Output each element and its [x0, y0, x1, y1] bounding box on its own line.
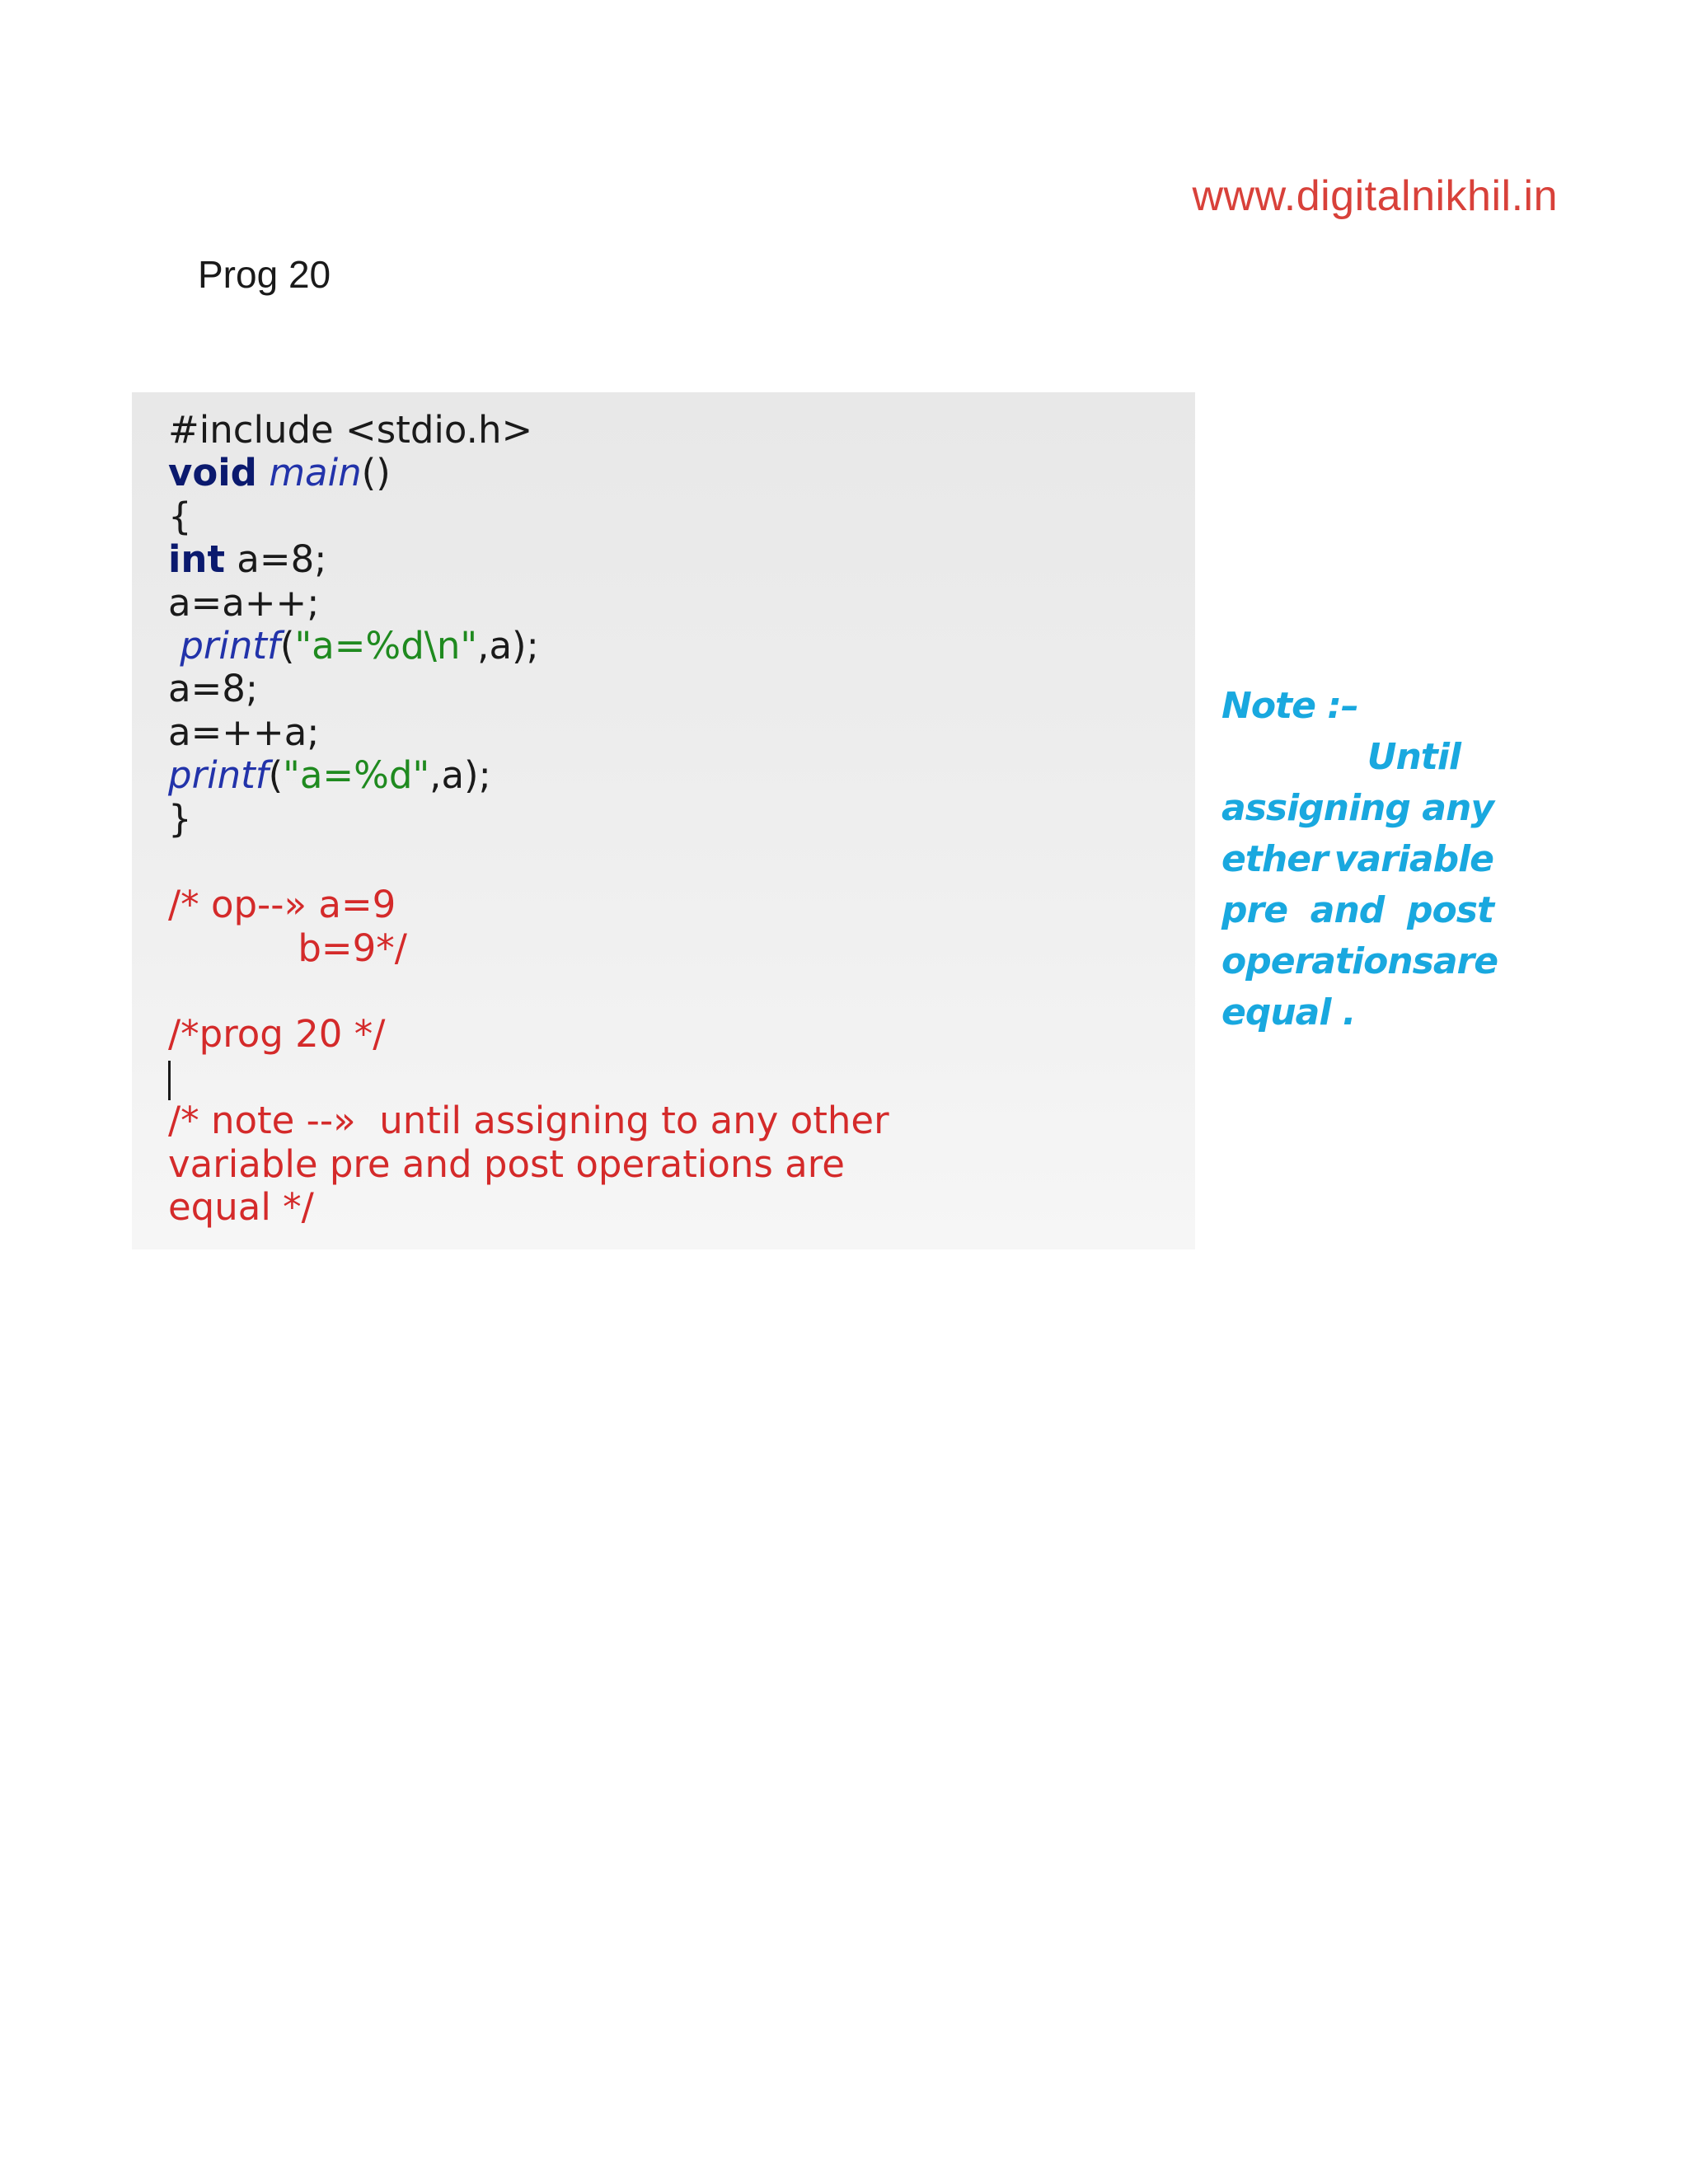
- printf-args: ,a);: [477, 623, 539, 668]
- main-function: main: [269, 451, 362, 495]
- include-directive: #include <stdio.h>: [168, 408, 533, 452]
- printf-format-string: "a=%d\n": [294, 623, 478, 668]
- comment-note-line-2: variable pre and post operations are: [168, 1141, 845, 1186]
- printf-open: (: [268, 753, 284, 798]
- code-line-close-brace: [168, 798, 1195, 841]
- note-word: and: [1310, 889, 1385, 931]
- note-word: ether: [1221, 838, 1328, 880]
- int-declaration: a=8;: [224, 537, 327, 582]
- note-word: equal .: [1221, 991, 1356, 1033]
- code-line-open-brace: [168, 495, 1195, 538]
- pre-increment: a=++a;: [168, 710, 320, 754]
- note-word: operations: [1221, 940, 1433, 982]
- code-line-reassign: [168, 668, 1195, 710]
- note-row-5: [1221, 936, 1498, 987]
- main-parens: (): [361, 451, 391, 495]
- code-line-pre-increment: [168, 711, 1195, 754]
- note-word: Until: [1367, 736, 1461, 778]
- printf-function: printf: [180, 623, 280, 668]
- comment-prog-label: /*prog 20 */: [168, 1012, 386, 1057]
- printf-function: printf: [168, 753, 269, 798]
- cursor-line: [168, 1057, 1195, 1099]
- code-screenshot: [132, 392, 1195, 1249]
- note-row-6: [1221, 987, 1493, 1038]
- printf-format-string: "a=%d": [283, 753, 430, 798]
- comment-note-line-3: equal */: [168, 1185, 314, 1230]
- note-word: assigning: [1221, 787, 1410, 829]
- comment-output-line-1: /* op--» a=9: [168, 883, 396, 927]
- text-cursor: [168, 1061, 171, 1100]
- note-word: post: [1407, 889, 1493, 931]
- close-brace: }: [168, 796, 192, 841]
- site-url: www.digitalnikhil.in: [1192, 172, 1558, 220]
- open-brace: {: [168, 494, 192, 538]
- printf-args: ,a);: [429, 753, 491, 798]
- code-line-int-decl: [168, 538, 1195, 581]
- page-title: Prog 20: [198, 253, 331, 296]
- post-increment: a=a++;: [168, 580, 320, 625]
- comment-note-line-1: /* note --» until assigning to any other: [168, 1099, 889, 1143]
- code-line-main: [168, 452, 1195, 494]
- printf-open: (: [279, 623, 295, 668]
- blank-line: [168, 841, 1195, 883]
- code-line-include: [168, 409, 1195, 452]
- note-heading: Note :–: [1221, 685, 1358, 727]
- code-line-post-increment: [168, 582, 1195, 625]
- void-keyword: void: [168, 451, 257, 495]
- note-word: are: [1432, 940, 1498, 982]
- note-row-4: [1221, 885, 1493, 936]
- code-line-printf-1: [168, 625, 1195, 668]
- note-row-3: [1221, 834, 1493, 885]
- code-line-printf-2: [168, 754, 1195, 797]
- note-word: pre: [1221, 889, 1288, 931]
- note-word: variable: [1334, 838, 1493, 880]
- comment-output-line-2: b=9*/: [168, 926, 407, 970]
- note-row-2: [1221, 783, 1493, 834]
- note-row-1: [1221, 732, 1493, 783]
- note-heading-row: [1221, 681, 1493, 732]
- blank-line: [168, 970, 1195, 1013]
- int-keyword: int: [168, 537, 225, 582]
- side-note: [1221, 681, 1498, 1038]
- reassign: a=8;: [168, 667, 259, 711]
- note-word: any: [1422, 787, 1493, 829]
